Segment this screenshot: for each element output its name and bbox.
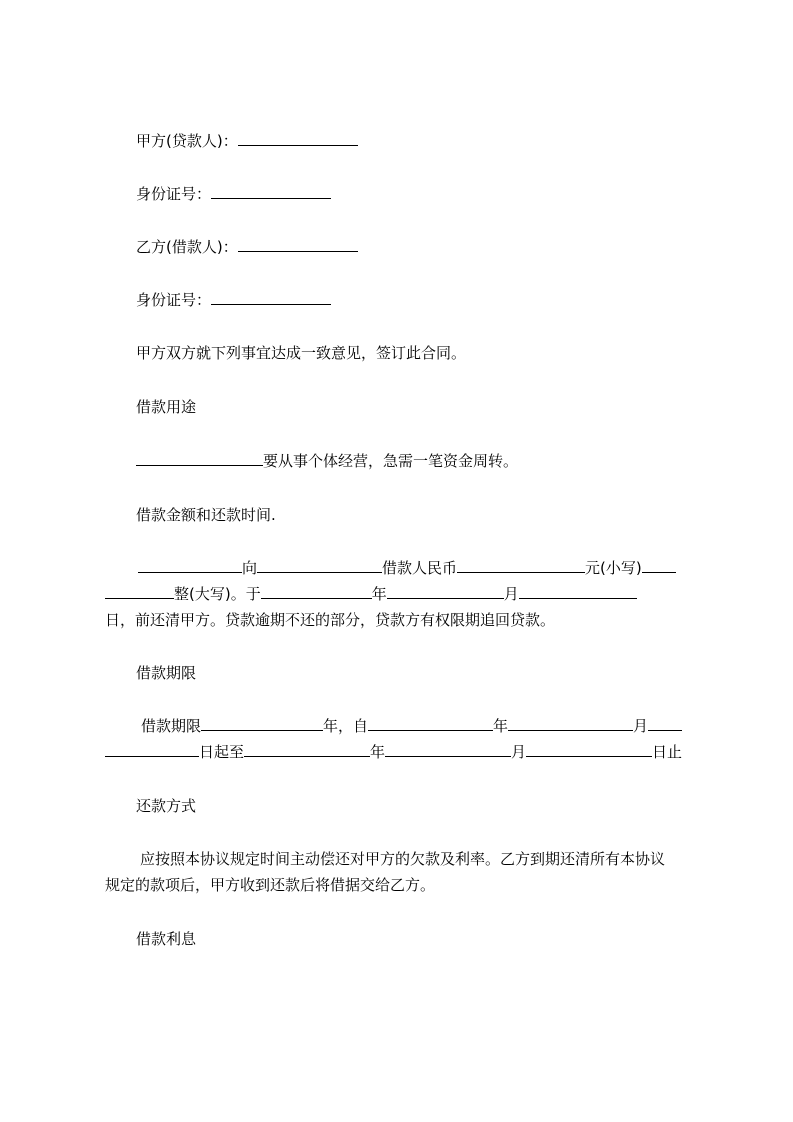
start-day-blank-b[interactable] xyxy=(105,741,199,757)
end-year-blank[interactable] xyxy=(244,741,370,757)
id-label-2: 身份证号： xyxy=(136,291,212,309)
intro-paragraph: 甲方双方就下列事宜达成一致意见，签订此合同。 xyxy=(136,344,467,362)
amount-line-3: 日，前还清甲方。贷款逾期不还的部分，贷款方有权限期追回贷款。 xyxy=(105,611,556,629)
repay-paragraph-line-2: 规定的款项后，甲方收到还款后将借据交给乙方。 xyxy=(105,876,436,894)
amount-small-blank[interactable] xyxy=(457,557,585,573)
term-day-from-to: 日起至 xyxy=(199,743,245,761)
start-day-blank-a[interactable] xyxy=(648,715,682,731)
repay-line-1: 应按照本协议规定时间主动偿还对甲方的欠款及利率。乙方到期还清所有本协议 xyxy=(140,850,666,868)
id-blank-1[interactable] xyxy=(211,183,331,199)
term-day-end: 日止 xyxy=(652,743,683,761)
repay-year-blank[interactable] xyxy=(261,583,372,599)
id-label-1: 身份证号： xyxy=(136,185,212,203)
party-a-label: 甲方(贷款人)： xyxy=(136,132,238,150)
amount-year: 年 xyxy=(371,585,387,603)
amount-line-1 xyxy=(105,557,701,579)
amount-big-blank-b[interactable] xyxy=(105,583,174,599)
party-a-blank[interactable] xyxy=(238,130,358,146)
term-years-blank[interactable] xyxy=(201,715,323,731)
end-day-blank[interactable] xyxy=(526,741,652,757)
repay-day-blank[interactable] xyxy=(519,583,637,599)
amount-to: 向 xyxy=(242,559,258,577)
party-b-blank[interactable] xyxy=(238,236,358,252)
term-year: 年 xyxy=(493,717,509,735)
amount-big-whole: 整(大写)。于 xyxy=(174,585,261,603)
lender-blank[interactable] xyxy=(138,557,242,573)
term-line-1 xyxy=(105,715,701,737)
party-b-row xyxy=(136,236,358,258)
id-number-row-2 xyxy=(136,289,331,311)
amount-line-2 xyxy=(105,583,701,605)
start-year-blank[interactable] xyxy=(368,715,493,731)
term-heading: 借款期限 xyxy=(136,664,197,682)
interest-heading: 借款利息 xyxy=(136,930,197,948)
term-year2: 年 xyxy=(370,743,386,761)
repay-paragraph-line-1 xyxy=(105,848,701,870)
repay-heading: 还款方式 xyxy=(136,797,197,815)
term-month2: 月 xyxy=(511,743,527,761)
amount-heading: 借款金额和还款时间. xyxy=(136,506,276,524)
end-month-blank[interactable] xyxy=(385,741,511,757)
amount-yuan-small: 元(小写) xyxy=(585,559,642,577)
borrower-blank[interactable] xyxy=(257,557,382,573)
start-month-blank[interactable] xyxy=(508,715,633,731)
amount-month: 月 xyxy=(503,585,519,603)
amount-borrow-rmb: 借款人民币 xyxy=(382,559,458,577)
term-year-from: 年，自 xyxy=(323,717,369,735)
purpose-row xyxy=(136,450,518,472)
repay-month-blank[interactable] xyxy=(387,583,504,599)
purpose-heading: 借款用途 xyxy=(136,398,197,416)
term-line-2 xyxy=(105,741,701,763)
purpose-blank[interactable] xyxy=(136,450,263,466)
amount-big-blank-a[interactable] xyxy=(642,557,676,573)
id-blank-2[interactable] xyxy=(211,289,331,305)
term-month: 月 xyxy=(633,717,649,735)
purpose-text: 要从事个体经营，急需一笔资金周转。 xyxy=(263,452,519,470)
term-label: 借款期限 xyxy=(141,717,202,735)
party-b-label: 乙方(借款人)： xyxy=(136,238,238,256)
party-a-row xyxy=(136,130,358,152)
id-number-row-1 xyxy=(136,183,331,205)
